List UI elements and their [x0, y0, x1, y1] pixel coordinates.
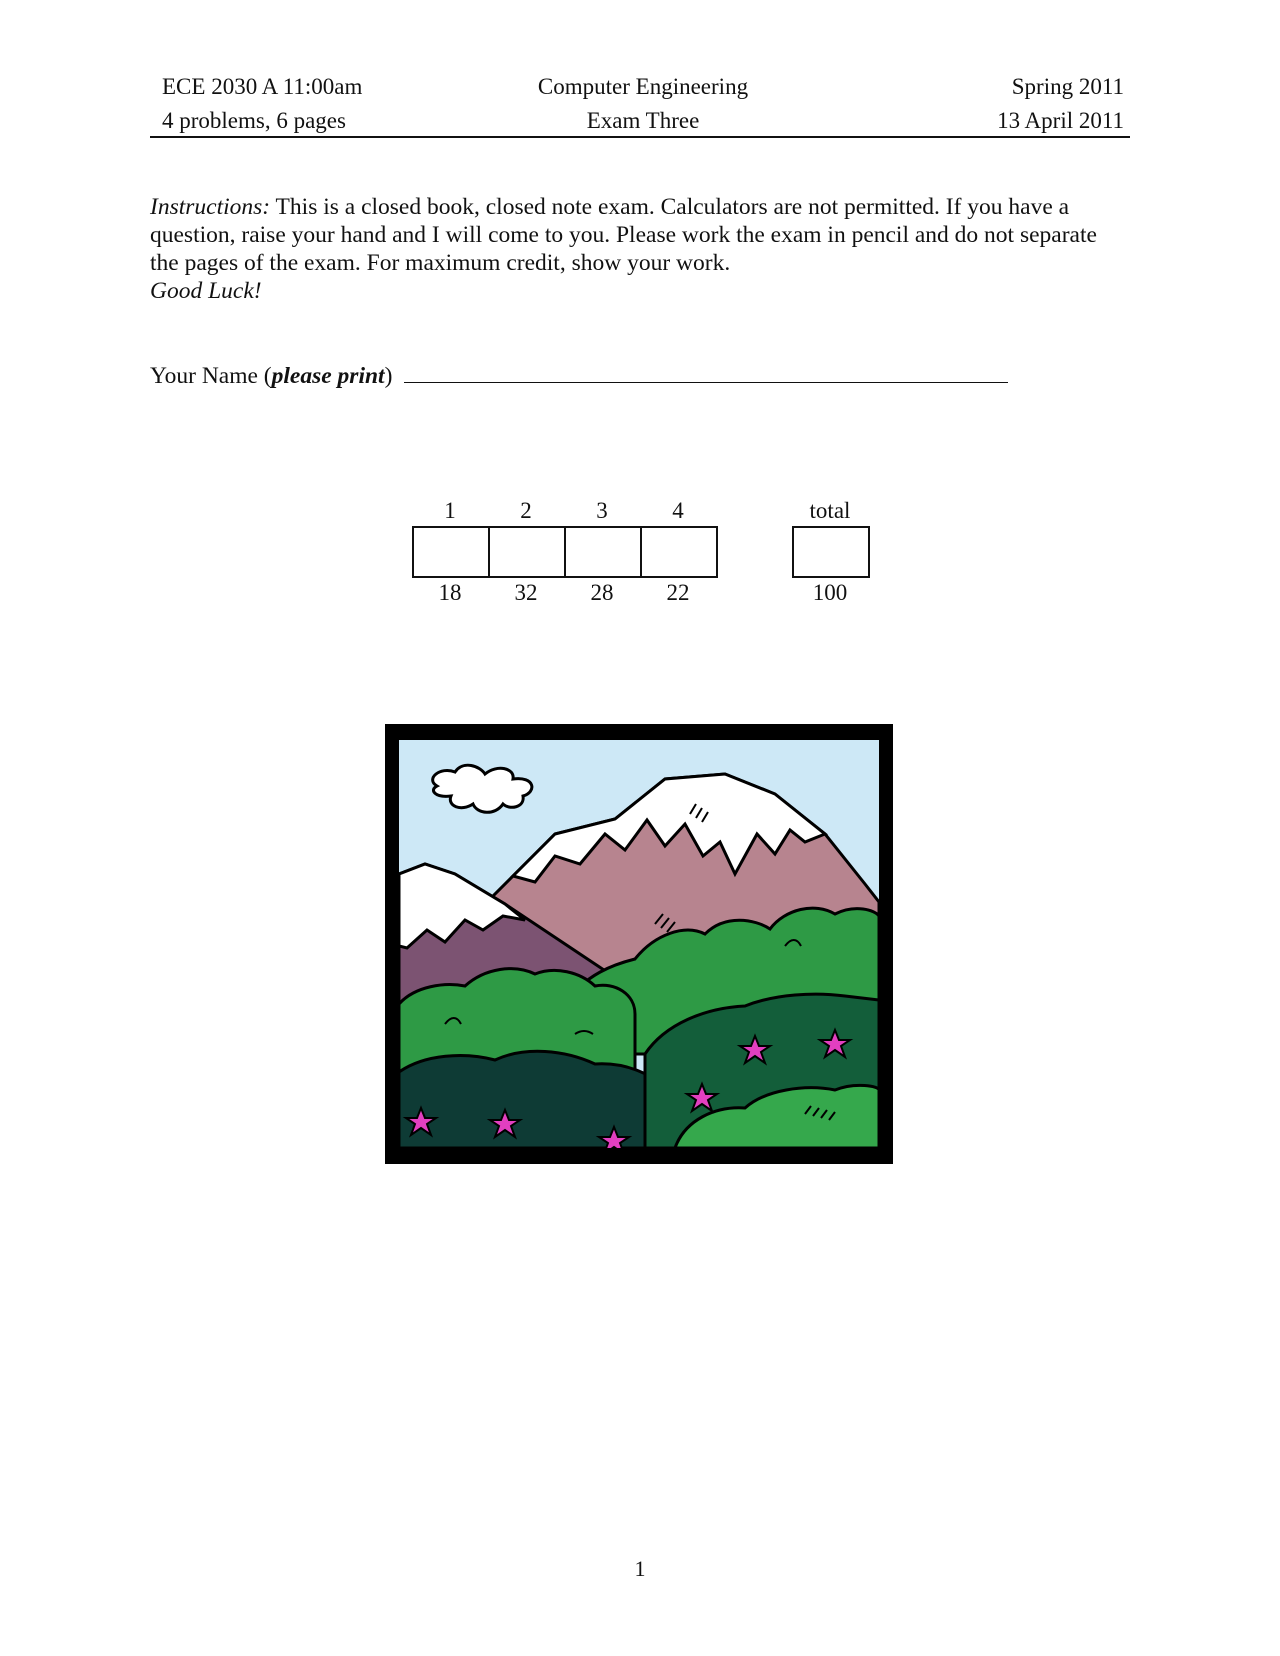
page-number: 1 [634, 1556, 646, 1581]
name-label-start: Your Name ( [150, 363, 272, 389]
exam-length: 4 problems, 6 pages [162, 108, 346, 133]
name-label-emphasis: please print [271, 363, 385, 389]
term: Spring 2011 [1011, 74, 1124, 99]
problem-3-points: 28 [590, 580, 614, 605]
course-title: ECE 2030 A 11:00am [162, 74, 363, 99]
instructions-text: This is a closed book, closed note exam. Calculators are not permitted. If you have a question, raise your hand and I will come to you. Please work the exam in pencil and do not separate the pages of the exam. For maximum credit, show your work. [150, 194, 1097, 276]
problem-1-points: 18 [438, 580, 462, 605]
problem-3-score-box[interactable] [564, 526, 642, 578]
problem-4-number: 4 [672, 498, 684, 523]
name-label-end: ) [384, 363, 393, 389]
problem-1-score-box[interactable] [412, 526, 490, 578]
header-divider [150, 136, 1130, 138]
problem-4-score-box[interactable] [640, 526, 718, 578]
exam-date: 13 April 2011 [997, 108, 1124, 133]
problem-2-points: 32 [514, 580, 538, 605]
problem-2-number: 2 [520, 498, 532, 523]
total-score-box[interactable] [792, 526, 870, 578]
name-field [150, 360, 1008, 390]
instructions-label: Instructions: [150, 194, 271, 220]
problem-1-number: 1 [444, 498, 456, 523]
problem-3-number: 3 [596, 498, 608, 523]
department: Computer Engineering [537, 74, 749, 99]
instructions [150, 193, 1130, 305]
good-luck: Good Luck! [150, 278, 262, 304]
total-label: total [809, 498, 851, 523]
exam-name: Exam Three [586, 108, 700, 133]
header-row-2 [162, 108, 1124, 138]
total-points: 100 [812, 580, 848, 605]
problem-2-score-box[interactable] [488, 526, 566, 578]
header-row-1 [162, 74, 1124, 104]
name-blank-line[interactable] [404, 360, 1008, 383]
mountain-landscape-illustration [385, 724, 893, 1164]
problem-4-points: 22 [666, 580, 690, 605]
